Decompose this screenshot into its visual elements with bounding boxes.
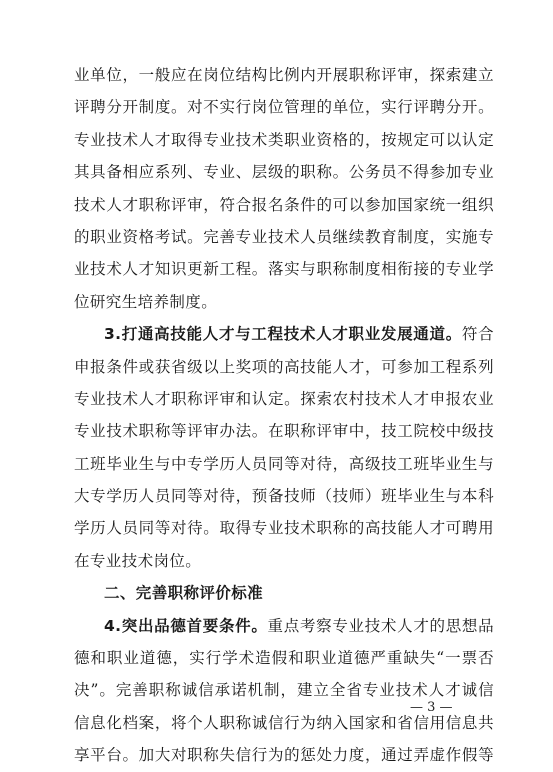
text-line: 评聘分开制度。对不实行岗位管理的单位，实行评聘分开。 bbox=[74, 98, 494, 117]
text-line: 工班毕业生与中专学历人员同等对待，高级技工班毕业生与 bbox=[74, 454, 494, 473]
item-3-lead: 3.打通高技能人才与工程技术人才职业发展通道。 bbox=[104, 325, 462, 344]
text-line: 大专学历人员同等对待，预备技师（技师）班毕业生与本科 bbox=[74, 487, 494, 506]
text-line: 业技术人才知识更新工程。落实与职称制度相衔接的专业学 bbox=[74, 260, 494, 279]
text-line: 德和职业道德，实行学术造假和职业道德严重缺失“一票否 bbox=[74, 649, 494, 668]
text-line: 的职业资格考试。完善专业技术人员继续教育制度，实施专 bbox=[74, 227, 494, 246]
item-3-first-rest: 符合 bbox=[461, 325, 495, 344]
text-line: 业单位，一般应在岗位结构比例内开展职称评审，探索建立 bbox=[74, 66, 494, 84]
text-line: 在专业技术岗位。 bbox=[74, 551, 202, 570]
text-line: 专业技术人才职称评审和认定。探索农村技术人才申报农业 bbox=[74, 389, 494, 408]
item-4-first-rest: 重点考察专业技术人才的思想品 bbox=[267, 616, 494, 635]
text-line: 位研究生培养制度。 bbox=[74, 292, 218, 311]
text-line: 信息化档案，将个人职称诚信行为纳入国家和省信用信息共 bbox=[74, 713, 494, 732]
item-4-first-line bbox=[74, 610, 494, 642]
text-line: 申报条件或获省级以上奖项的高技能人才，可参加工程系列 bbox=[74, 357, 494, 376]
section-heading: 二、完善职称评价标准 bbox=[104, 584, 264, 603]
item-4-lead: 4.突出品德首要条件。 bbox=[104, 616, 268, 635]
document-body bbox=[74, 59, 494, 772]
text-line: 其具备相应系列、专业、层级的职称。公务员不得参加专业 bbox=[74, 163, 494, 182]
item-3-first-line bbox=[74, 318, 494, 350]
text-line: 决”。完善职称诚信承诺机制，建立全省专业技术人才诚信 bbox=[74, 681, 494, 700]
text-line: 专业技术职称等评审办法。在职称评审中，技工院校中级技 bbox=[74, 422, 494, 441]
text-line: 专业技术人才取得专业技术类职业资格的，按规定可以认定 bbox=[74, 130, 494, 149]
page-number: — 3 — bbox=[410, 700, 453, 715]
text-line: 技术人才职称评审，符合报名条件的可以参加国家统一组织 bbox=[74, 195, 494, 214]
text-line: 学历人员同等对待。取得专业技术职称的高技能人才可聘用 bbox=[74, 519, 494, 538]
text-line: 享平台。加大对职称失信行为的惩处力度，通过弄虚作假等 bbox=[74, 746, 494, 765]
